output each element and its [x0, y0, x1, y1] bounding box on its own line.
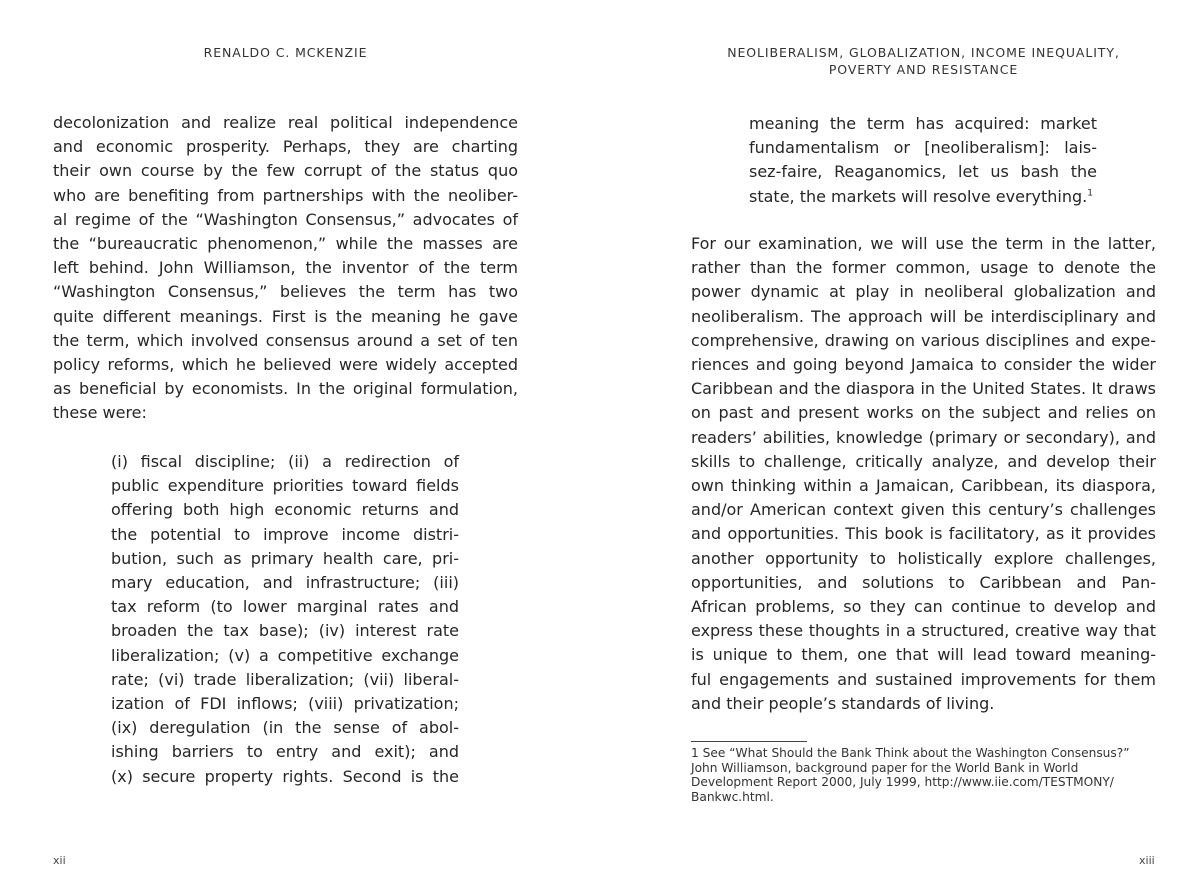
- body-line: comprehensive, drawing on various disciplines and expe-: [691, 330, 1156, 350]
- footnote-line: Bankwc.html.: [691, 789, 774, 804]
- quote-line: mary education, and infrastructure; (iii): [111, 573, 459, 593]
- body-line: rather than the former common, usage to denote the: [691, 258, 1156, 278]
- body-line: riences and going beyond Jamaica to consider the wider: [691, 355, 1156, 375]
- footnote-marker[interactable]: 1: [1087, 188, 1093, 199]
- body-line: own thinking within a Jamaican, Caribbean, its diaspora,: [691, 476, 1156, 496]
- body-line: ful engagements and sustained improvements for them: [691, 669, 1156, 689]
- quote-line: (x) secure property rights. Second is the: [111, 766, 459, 786]
- quote-line: broaden the tax base); (iv) interest rate: [111, 621, 459, 641]
- quote-line-text: state, the markets will resolve everything.: [749, 186, 1088, 206]
- body-line: opportunities, and solutions to Caribbean and Pan-: [691, 572, 1156, 592]
- left-body-paragraph: [53, 111, 518, 426]
- running-head-author: [53, 44, 518, 61]
- quote-line: meaning the term has acquired: market: [749, 114, 1097, 133]
- quote-line: ization of FDI inflows; (viii) privatization;: [111, 694, 459, 714]
- running-head-title: [691, 44, 1156, 78]
- quote-line: offering both high economic returns and: [111, 500, 459, 520]
- body-line: express these thoughts in a structured, creative way that: [691, 621, 1156, 641]
- body-line: the term, which involved consensus around a set of ten: [53, 330, 518, 350]
- body-line: quite different meanings. First is the meaning he gave: [53, 306, 518, 326]
- page-number: xiii: [1139, 854, 1155, 867]
- quote-line-last: [749, 185, 1097, 209]
- body-line: power dynamic at play in neoliberal globalization and: [691, 282, 1156, 302]
- footnote-divider: [691, 741, 807, 742]
- footnote: [691, 746, 1131, 804]
- running-head-line: NEOLIBERALISM, GLOBALIZATION, INCOME INEQUALITY,: [727, 45, 1120, 60]
- body-line: and/or American context given this century’s challenges: [691, 500, 1156, 520]
- body-line: “Washington Consensus,” believes the term has two: [53, 282, 518, 302]
- body-line: Caribbean and the diaspora in the United States. It draws: [691, 379, 1156, 399]
- quote-line: public expenditure priorities toward fields: [111, 476, 459, 496]
- quote-line: ishing barriers to entry and exit); and: [111, 742, 459, 762]
- body-line: and economic prosperity. Perhaps, they are charting: [53, 137, 518, 157]
- quote-line: sez-faire, Reaganomics, let us bash the: [749, 162, 1097, 182]
- body-line: decolonization and realize real political independence: [53, 113, 518, 132]
- quote-line: rate; (vi) trade liberalization; (vii) liberal-: [111, 669, 459, 689]
- page-number: xii: [53, 854, 66, 867]
- right-body-paragraph: [691, 232, 1156, 716]
- body-line: as beneficial by economists. In the original formulation,: [53, 379, 518, 399]
- body-line: neoliberalism. The approach will be interdisciplinary and: [691, 306, 1156, 326]
- quote-line: (ix) deregulation (in the sense of abol-: [111, 718, 459, 738]
- body-line: African problems, so they can continue to develop and: [691, 597, 1156, 617]
- quote-line: the potential to improve income distri-: [111, 524, 459, 544]
- block-quote: [111, 450, 459, 789]
- body-line: and their people’s standards of living.: [691, 693, 995, 713]
- running-head-text: RENALDO C. MCKENZIE: [203, 45, 368, 60]
- footnote-line: 1 See “What Should the Bank Think about the Washington Consensus?”: [691, 746, 1130, 760]
- left-page: [0, 0, 598, 895]
- body-line: another opportunity to holistically explore challenges,: [691, 548, 1156, 568]
- quote-line: bution, such as primary health care, pri-: [111, 548, 459, 568]
- body-line: on past and present works on the subject and relies on: [691, 403, 1156, 423]
- right-page: [598, 0, 1197, 895]
- body-line: left behind. John Williamson, the inventor of the term: [53, 258, 518, 278]
- footnote-line: Development Report 2000, July 1999, http://www.iie.com/TESTMONY/: [691, 775, 1114, 790]
- body-line: and opportunities. This book is facilitatory, as it provides: [691, 524, 1156, 544]
- quote-line: fundamentalism or [neoliberalism]: lais-: [749, 138, 1097, 158]
- quote-line: (i) fiscal discipline; (ii) a redirection of: [111, 452, 459, 471]
- quote-line: tax reform (to lower marginal rates and: [111, 597, 459, 617]
- body-line: For our examination, we will use the term in the latter,: [691, 234, 1156, 253]
- body-line: al regime of the “Washington Consensus,” advocates of: [53, 209, 518, 229]
- body-line: who are benefiting from partnerships with the neoliber-: [53, 185, 518, 205]
- body-line: policy reforms, which he believed were widely accepted: [53, 355, 518, 375]
- body-line: readers’ abilities, knowledge (primary or secondary), and: [691, 427, 1156, 447]
- body-line: the “bureaucratic phenomenon,” while the masses are: [53, 234, 518, 254]
- body-line: these were:: [53, 403, 147, 423]
- quote-line: liberalization; (v) a competitive exchange: [111, 645, 459, 665]
- block-quote-continued: [749, 112, 1097, 209]
- body-line: skills to challenge, critically analyze, and develop their: [691, 451, 1156, 471]
- running-head-line: POVERTY AND RESISTANCE: [828, 62, 1019, 77]
- body-line: is unique to them, one that will lead toward meaning-: [691, 645, 1156, 665]
- body-line: their own course by the few corrupt of the status quo: [53, 161, 518, 181]
- footnote-line: John Williamson, background paper for the World Bank in World: [691, 760, 1079, 775]
